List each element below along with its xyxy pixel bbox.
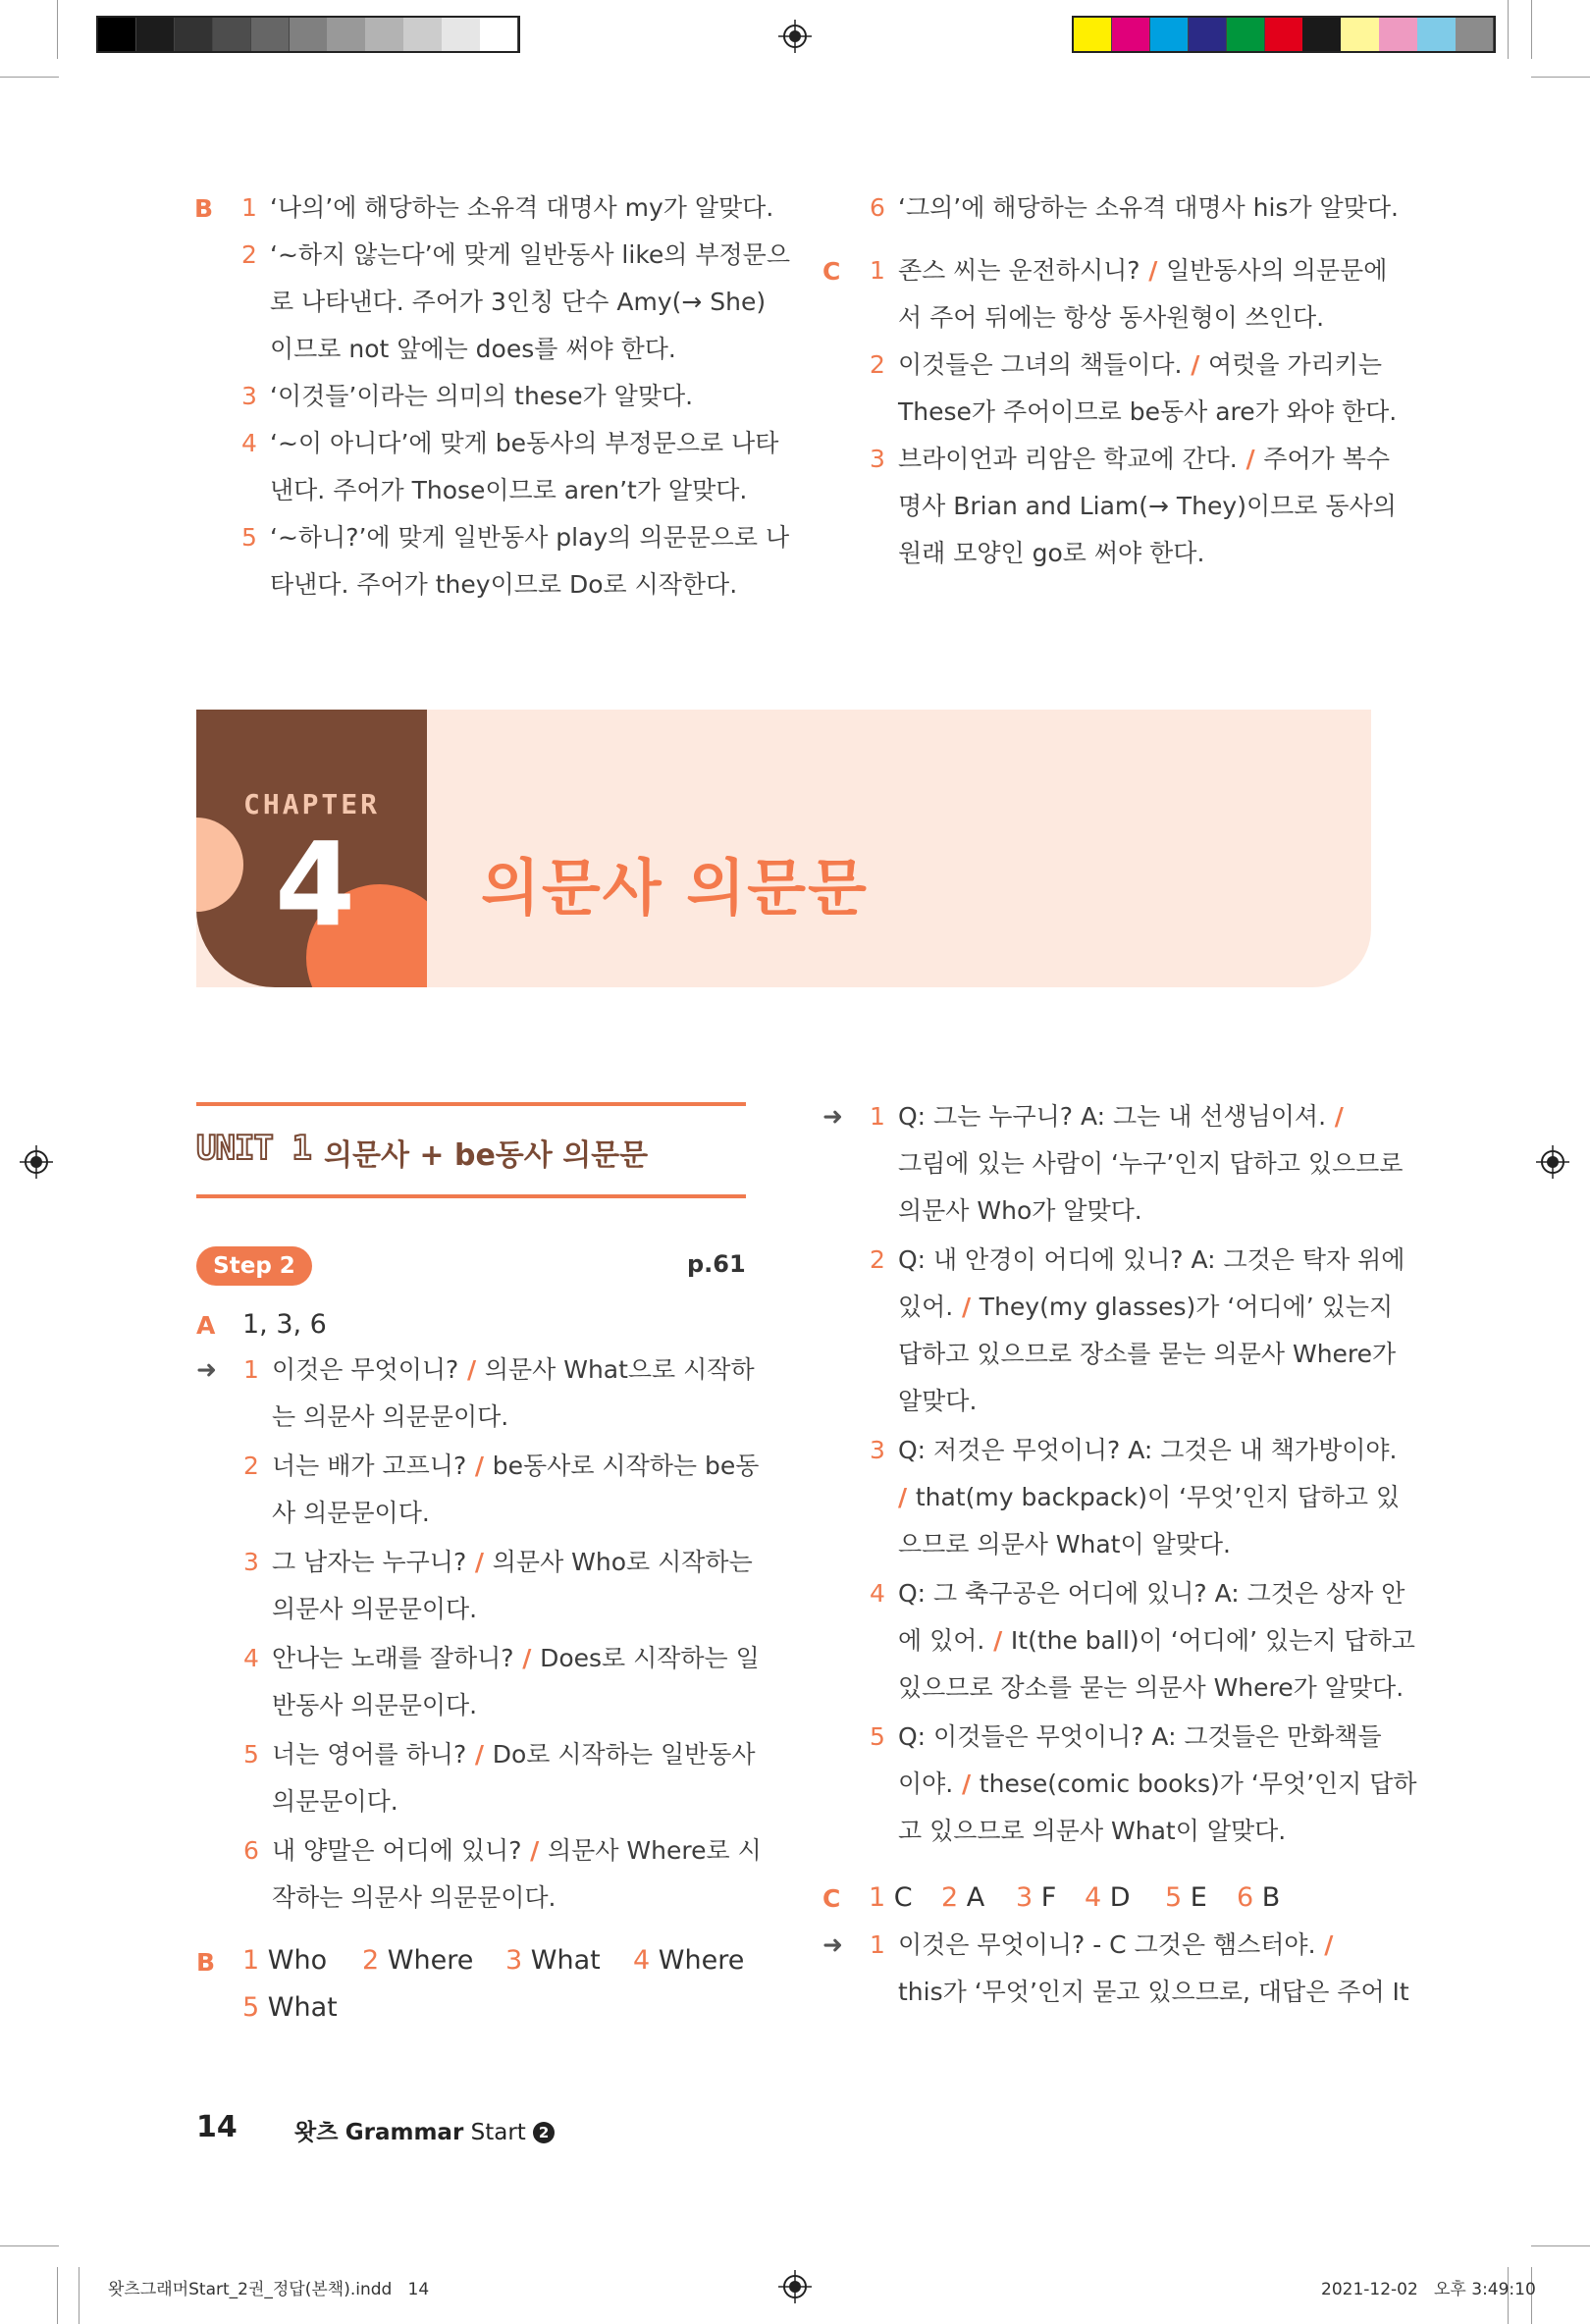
text-line-part: 의문사 Who로 시작하는 <box>492 1548 753 1576</box>
item-number: 1 <box>243 1355 259 1384</box>
answer-item <box>505 1937 601 1984</box>
volume-badge: 2 <box>533 2122 555 2143</box>
color-swatch <box>213 18 251 51</box>
item-number: 5 <box>870 1722 885 1751</box>
text-line: 으므로 의문사 What이 알맞다. <box>898 1530 1231 1558</box>
color-swatch <box>442 18 480 51</box>
text-line <box>272 1539 753 1586</box>
color-swatch <box>290 18 328 51</box>
answer-number: 2 <box>362 1945 380 1976</box>
answer-value: Where <box>650 1945 745 1976</box>
page-reference: p.61 <box>687 1250 746 1278</box>
slash-mark: / <box>466 1548 493 1576</box>
gray-color-bar <box>96 16 520 53</box>
answer-value: E <box>1182 1882 1207 1913</box>
text-line: 알맞다. <box>898 1387 978 1415</box>
slash-mark: / <box>984 1626 1011 1655</box>
item-number: 1 <box>241 193 257 222</box>
text-line <box>898 1093 1344 1140</box>
text-line <box>898 436 1390 483</box>
text-line-part: these(comic books)가 ‘무엇’인지 답하 <box>979 1769 1417 1798</box>
text-line: ‘나의’에 해당하는 소유격 대명사 my가 알맞다. <box>270 193 774 222</box>
text-line-part: 이야. <box>898 1769 954 1798</box>
arrow-icon: ➜ <box>196 1355 217 1384</box>
text-line-part: be동사로 시작하는 be동 <box>492 1452 760 1480</box>
slash-mark: / <box>466 1452 493 1480</box>
text-line: ‘~이 아니다’에 맞게 be동사의 부정문으로 나타 <box>270 429 779 457</box>
answer-number: 5 <box>1165 1882 1183 1913</box>
item-number: 3 <box>243 1548 259 1576</box>
arrow-icon: ➜ <box>822 1930 843 1959</box>
answer-value: D <box>1101 1882 1131 1913</box>
answer-number: 1 <box>242 1945 260 1976</box>
answer-item <box>633 1937 744 1984</box>
item-number: 1 <box>870 1930 885 1959</box>
text-line: ‘그의’에 해당하는 소유격 대명사 his가 알맞다. <box>898 193 1399 222</box>
right-explanations <box>822 1093 1417 1859</box>
color-swatch <box>1341 18 1379 51</box>
slash-mark: / <box>1140 256 1167 285</box>
text-line: ‘이것들’이라는 의미의 these가 알맞다. <box>270 382 694 410</box>
text-line: ‘~하지 않는다’에 맞게 일반동사 like의 부정문으 <box>270 240 790 269</box>
color-swatch <box>327 18 365 51</box>
slash-mark: / <box>458 1355 485 1384</box>
item-number: 4 <box>241 429 257 457</box>
text-line: 이므로 not 앞에는 does를 써야 한다. <box>270 335 676 363</box>
registration-mark-icon <box>20 1145 53 1179</box>
slug-right: 2021-12-02 오후 3:49:10 <box>1321 2280 1536 2299</box>
answer-value: C <box>885 1882 913 1913</box>
section-label-c2: C <box>822 1884 841 1913</box>
text-line-part: 의문사 Where로 시 <box>548 1836 762 1865</box>
slash-mark: / <box>898 1483 916 1511</box>
crop-mark <box>57 2267 58 2324</box>
item-number: 2 <box>870 1245 885 1274</box>
color-swatch <box>403 18 442 51</box>
crop-mark <box>79 2267 80 2324</box>
text-line <box>898 342 1382 389</box>
text-line: 타낸다. 주어가 they이므로 Do로 시작한다. <box>270 570 738 599</box>
chapter-circle-light <box>196 818 243 912</box>
page-number: 14 <box>196 2110 238 2144</box>
chapter-banner <box>196 710 1371 987</box>
text-line-part: They(my glasses)가 ‘어디에’ 있는지 <box>979 1293 1394 1321</box>
answer-item <box>242 1937 327 1984</box>
text-line-part: 있어. <box>898 1293 954 1321</box>
answer-item <box>869 1875 913 1922</box>
answer-number: 4 <box>1085 1882 1102 1913</box>
text-line-part: Does로 시작하는 일 <box>540 1644 760 1672</box>
text-line: 고 있으므로 의문사 What이 알맞다. <box>898 1817 1287 1845</box>
text-line-part: 안나는 노래를 잘하니? <box>272 1644 514 1672</box>
text-line-part: 여럿을 가리키는 <box>1208 350 1383 379</box>
answer-item <box>941 1875 984 1922</box>
section-c-answers <box>869 1875 1379 1924</box>
answer-item <box>1085 1875 1131 1922</box>
text-line: 서 주어 뒤에는 항상 동사원형이 쓰인다. <box>898 303 1325 332</box>
unit-badge: UNIT 1 <box>196 1129 311 1168</box>
answer-item <box>1165 1875 1207 1922</box>
crop-mark <box>1531 77 1590 78</box>
answer-number: 6 <box>1237 1882 1254 1913</box>
text-line: Q: 저것은 무엇이니? A: 그것은 내 책가방이야. <box>898 1436 1398 1464</box>
section-label-a: A <box>196 1311 216 1340</box>
slash-mark: / <box>466 1740 493 1769</box>
answer-value: F <box>1033 1882 1057 1913</box>
text-line-part: 이것은 무엇이니? - C 그것은 햄스터야. <box>898 1930 1316 1959</box>
text-line-part: It(the ball)이 ‘어디에’ 있는지 답하고 <box>1010 1626 1415 1655</box>
text-line-part: 존스 씨는 운전하시니? <box>898 256 1140 285</box>
color-swatch <box>175 18 213 51</box>
text-line: 원래 모양인 go로 써야 한다. <box>898 539 1205 567</box>
color-swatch <box>251 18 290 51</box>
text-line-part: Q: 그는 누구니? A: 그는 내 선생님이셔. <box>898 1102 1327 1131</box>
item-number: 5 <box>241 523 257 552</box>
answer-number: 4 <box>633 1945 651 1976</box>
slash-mark: / <box>953 1293 980 1321</box>
item-number: 3 <box>870 1436 885 1464</box>
text-line <box>898 1284 1393 1331</box>
text-line <box>272 1443 759 1490</box>
text-line <box>898 1617 1415 1664</box>
text-line-part: 에 있어. <box>898 1626 985 1655</box>
color-swatch <box>1456 18 1494 51</box>
text-line-part: 내 양말은 어디에 있니? <box>272 1836 522 1865</box>
color-swatch <box>1112 18 1150 51</box>
slash-mark: / <box>1182 350 1209 379</box>
text-line <box>898 1761 1417 1808</box>
chapter-number: 4 <box>275 817 356 952</box>
text-line <box>272 1731 756 1778</box>
text-line: Q: 내 안경이 어디에 있니? A: 그것은 탁자 위에 <box>898 1245 1405 1274</box>
color-swatch <box>1302 18 1341 51</box>
section-label-b2: B <box>196 1948 216 1977</box>
color-swatch <box>1074 18 1112 51</box>
item-number: 1 <box>870 1102 885 1131</box>
text-line-part: Do로 시작하는 일반동사 <box>492 1740 756 1769</box>
text-line: ‘~하니?’에 맞게 일반동사 play의 의문문으로 나 <box>270 523 790 552</box>
brand-word: 왓츠 <box>294 2120 339 2145</box>
item-number: 3 <box>241 382 257 410</box>
crop-mark <box>57 0 58 59</box>
unit-rule-top <box>196 1102 746 1106</box>
section-label-c: C <box>822 257 841 286</box>
slash-mark: / <box>953 1769 980 1798</box>
color-swatch <box>1189 18 1227 51</box>
text-line <box>898 247 1387 294</box>
slash-mark: / <box>1326 1102 1344 1131</box>
answer-number: 3 <box>505 1945 523 1976</box>
color-swatch <box>1379 18 1417 51</box>
step-badge: Step 2 <box>196 1246 312 1286</box>
answer-item <box>362 1937 473 1984</box>
text-line: 의문사 의문문이다. <box>272 1595 478 1623</box>
arrow-icon: ➜ <box>822 1102 843 1131</box>
chapter-title: 의문사 의문문 <box>481 852 869 924</box>
text-line: These가 주어이므로 be동사 are가 와야 한다. <box>898 397 1398 426</box>
item-number: 2 <box>241 240 257 269</box>
text-line: 반동사 의문문이다. <box>272 1691 478 1719</box>
answer-value: What <box>259 1992 338 2023</box>
text-line-part: 그 남자는 누구니? <box>272 1548 467 1576</box>
text-line: 있으므로 장소를 묻는 의문사 Where가 알맞다. <box>898 1673 1404 1702</box>
item-number: 4 <box>870 1579 885 1608</box>
item-number: 2 <box>870 350 885 379</box>
color-swatch <box>1417 18 1456 51</box>
answer-value: Who <box>259 1945 328 1976</box>
color-swatch <box>1227 18 1265 51</box>
text-line <box>898 1474 1400 1521</box>
crop-mark <box>1531 0 1532 59</box>
answer-number: 3 <box>1016 1882 1034 1913</box>
item-number: 5 <box>243 1740 259 1769</box>
registration-mark-icon <box>778 20 812 53</box>
text-line: 는 의문사 의문문이다. <box>272 1402 509 1431</box>
text-line: this가 ‘무엇’인지 묻고 있으므로, 대답은 주어 It <box>898 1978 1409 2006</box>
text-line: 그림에 있는 사람이 ‘누구’인지 답하고 있으므로 <box>898 1149 1404 1178</box>
answer-value: B <box>1253 1882 1281 1913</box>
text-line <box>272 1347 755 1394</box>
answer-number: 1 <box>869 1882 886 1913</box>
text-line-part: 의문사 What으로 시작하 <box>484 1355 755 1384</box>
text-line-part: 이것들은 그녀의 책들이다. <box>898 350 1183 379</box>
answer-number: 2 <box>941 1882 959 1913</box>
slug-left: 왓츠그래머Start_2권_정답(본책).indd 14 <box>108 2280 430 2299</box>
text-line: 명사 Brian and Liam(→ They)이므로 동사의 <box>898 492 1397 520</box>
answer-value: What <box>522 1945 601 1976</box>
item-number: 2 <box>243 1452 259 1480</box>
item-number: 6 <box>243 1836 259 1865</box>
brand-grammar: Grammar <box>344 2120 464 2145</box>
slash-mark: / <box>1315 1930 1334 1959</box>
text-line: Q: 이것들은 무엇이니? A: 그것들은 만화책들 <box>898 1722 1382 1751</box>
section-label-b: B <box>194 194 214 223</box>
answer-item <box>1016 1875 1056 1922</box>
answer-item <box>242 1984 338 2032</box>
item-number: 6 <box>870 193 885 222</box>
crop-mark <box>0 77 59 78</box>
crop-mark <box>0 2245 59 2246</box>
brand-start: Start <box>470 2120 526 2145</box>
registration-mark-icon <box>778 2270 812 2303</box>
text-line-part: 너는 배가 고프니? <box>272 1452 467 1480</box>
text-line: 의문사 Who가 알맞다. <box>898 1196 1142 1225</box>
text-line: 사 의문문이다. <box>272 1499 430 1527</box>
text-line-part: 브라이언과 리암은 학교에 간다. <box>898 445 1238 473</box>
item-number: 1 <box>870 256 885 285</box>
text-line: 답하고 있으므로 장소를 묻는 의문사 Where가 <box>898 1340 1397 1368</box>
text-line <box>898 1922 1333 1969</box>
slash-mark: / <box>513 1644 541 1672</box>
crop-mark <box>1508 0 1509 59</box>
unit-title: 의문사 + be동사 의문문 <box>324 1138 649 1173</box>
text-line: 의문문이다. <box>272 1787 398 1816</box>
color-swatch <box>365 18 403 51</box>
text-line-part: 일반동사의 의문문에 <box>1166 256 1388 285</box>
color-swatch <box>480 18 518 51</box>
text-line-part: 주어가 복수 <box>1263 445 1390 473</box>
text-line-part: 이것은 무엇이니? <box>272 1355 459 1384</box>
color-swatch <box>136 18 175 51</box>
color-swatch <box>1265 18 1303 51</box>
answer-value: A <box>958 1882 985 1913</box>
color-swatch <box>1150 18 1189 51</box>
answer-number: 5 <box>242 1992 260 2023</box>
chapter-box <box>196 710 427 987</box>
answer-value: Where <box>379 1945 474 1976</box>
item-number: 4 <box>243 1644 259 1672</box>
text-line-part: that(my backpack)이 ‘무엇’인지 답하고 있 <box>915 1483 1401 1511</box>
slash-mark: / <box>1237 445 1264 473</box>
text-line: 낸다. 주어가 Those이므로 aren’t가 알맞다. <box>270 476 748 504</box>
chapter-label: CHAPTER <box>243 788 381 820</box>
text-line: Q: 그 축구공은 어디에 있니? A: 그것은 상자 안 <box>898 1579 1405 1608</box>
text-line <box>272 1635 760 1682</box>
item-number: 3 <box>870 445 885 473</box>
slash-mark: / <box>521 1836 549 1865</box>
book-brand <box>294 2114 555 2146</box>
text-line <box>272 1827 762 1875</box>
color-bar <box>1072 16 1496 53</box>
text-line: 작하는 의문사 의문문이다. <box>272 1883 556 1912</box>
color-swatch <box>98 18 136 51</box>
text-line-part: 너는 영어를 하니? <box>272 1740 467 1769</box>
answer-item <box>1237 1875 1280 1922</box>
section-b-answers <box>242 1937 792 2035</box>
section-c-item <box>822 1922 1409 2020</box>
text-line: 로 나타낸다. 주어가 3인칭 단수 Amy(→ She) <box>270 288 767 316</box>
section-a-answer: 1, 3, 6 <box>242 1309 327 1340</box>
crop-mark <box>1531 2245 1590 2246</box>
registration-mark-icon <box>1536 1145 1569 1179</box>
unit-rule-bottom <box>196 1194 746 1198</box>
